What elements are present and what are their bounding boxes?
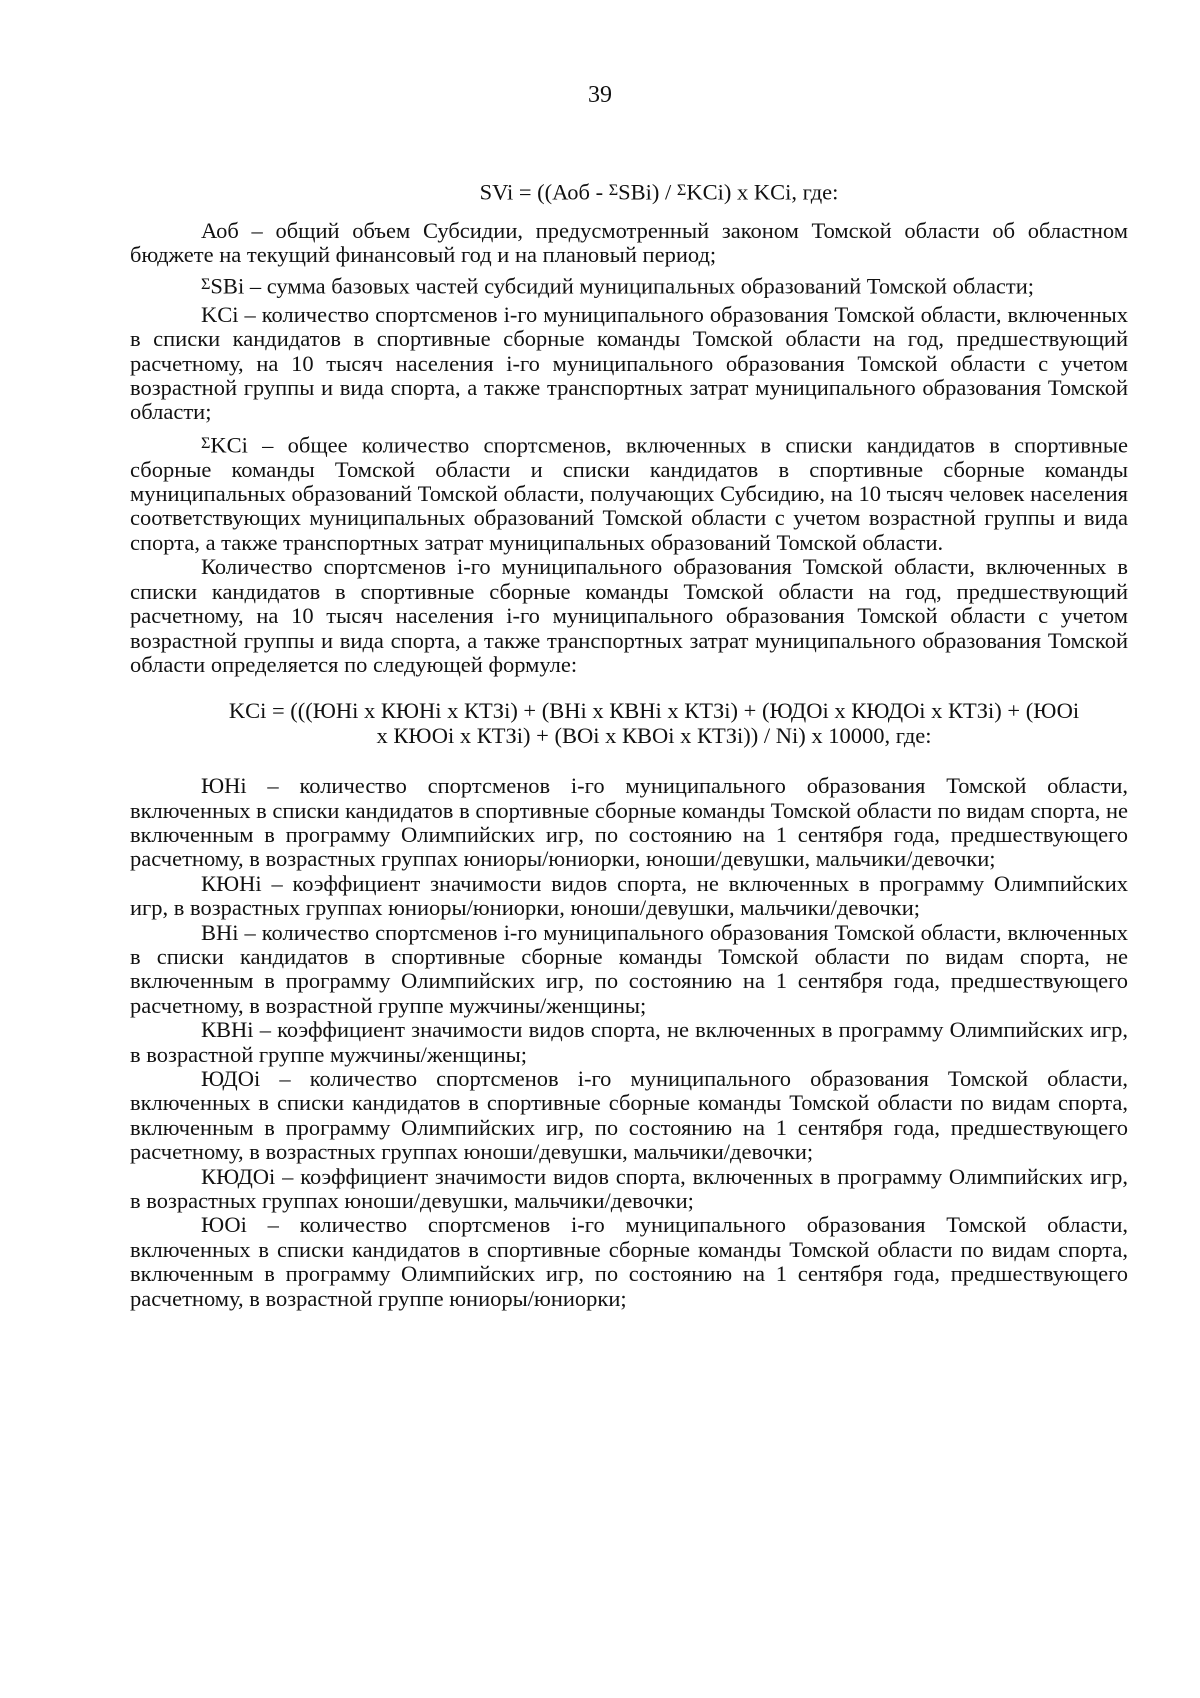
definition-paragraph: ЮОi – количество спортсменов i-го муниципального образования Томской области, включенных в списки кандидатов в спортивные сборные команды Томской области по видам спорта, включенным в программу Олимпийских игр, по состоянию на 1 сентября года, предшествующего расчетному, в возрастной группе юниоры/юниорки; xyxy=(130,1212,1128,1311)
formula-svi-mid: SBi) / xyxy=(618,179,677,205)
formula-kci-line2: x КЮОi x КТЗi) + (ВОi x КВОi x КТЗi)) / Ni) x 10000, где: xyxy=(376,722,932,748)
definition-paragraph: ВНi – количество спортсменов i-го муниципального образования Томской области, включенных в списки кандидатов в спортивные сборные команды Томской области по видам спорта, не включенным в программу Олимпийских игр, по состоянию на 1 сентября года, предшествующего расчетному, в возрастной группе мужчины/женщины; xyxy=(130,919,1128,1018)
document-body xyxy=(130,178,1128,1311)
sum-sign: Σ xyxy=(201,274,211,293)
definition-paragraph: КВНi – коэффициент значимости видов спорта, не включенных в программу Олимпийских игр, в возрастной группе мужчины/женщины; xyxy=(130,1017,1128,1067)
formula-svi-right: KCi) x KCi, где: xyxy=(686,179,839,205)
definition-paragraph: ЮДОi – количество спортсменов i-го муниципального образования Томской области, включенных в списки кандидатов в спортивные сборные команды Томской области по видам спорта, включенным в программу Олимпийских игр, по состоянию на 1 сентября года, предшествующего расчетному, в возрастных группах юноши/девушки, мальчики/девочки; xyxy=(130,1066,1128,1165)
formula-kci xyxy=(130,699,1128,748)
definition-paragraph: KCi – количество спортсменов i-го муниципального образования Томской области, включенных в списки кандидатов в спортивные сборные команды Томской области на год, предшествующий расчетному, на 10 тысяч населения i-го муниципального образования Томской области с учетом возрастной группы и вида спорта, а также транспортных затрат муниципального образования Томской области; xyxy=(130,301,1128,425)
definition-paragraph: Количество спортсменов i-го муниципального образования Томской области, включенных в списки кандидатов в спортивные сборные команды Томской области на год, предшествующий расчетному, на 10 тысяч населения i-го муниципального образования Томской области с учетом возрастной группы и вида спорта, а также транспортных затрат муниципального образования Томской области определяется по следующей формуле: xyxy=(130,554,1128,677)
sum-sign: Σ xyxy=(608,181,619,199)
definition-paragraph: ЮНi – количество спортсменов i-го муниципального образования Томской области, включенных в списки кандидатов в спортивные сборные команды Томской области по видам спорта, не включенным в программу Олимпийских игр, по состоянию на 1 сентября года, предшествующего расчетному, в возрастных группах юниоры/юниорки, юноши/девушки, мальчики/девочки; xyxy=(130,773,1128,872)
formula-svi xyxy=(130,178,1128,205)
sum-sign: Σ xyxy=(201,433,211,452)
formula-kci-line1: KCi = (((ЮНi x КЮНi x КТЗi) + (ВНi x КВНi x КТЗi) + (ЮДОi x КЮДОi x КТЗi) + (ЮОi xyxy=(228,698,1080,724)
definition-paragraph: $^\Sigma$KCi – общее количество спортсменов, включенных в списки кандидатов в спортивные сборные команды Томской области и списки кандидатов в спортивные сборные команды муниципальных образований Томской области, получающих Субсидию, на 10 тысяч человек населения соответствующих муниципальных образований Томской области с учетом возрастной группы и вида спорта, а также транспортных затрат муниципальных образований Томской области. xyxy=(130,432,1128,555)
formula-svi-left: SVi = ((Аоб - xyxy=(479,179,609,205)
page-number: 39 xyxy=(588,82,612,108)
definition-paragraph: КЮДОi – коэффициент значимости видов спорта, включенных в программу Олимпийских игр, в возрастных группах юноши/девушки, мальчики/девочки; xyxy=(130,1163,1128,1214)
definition-paragraph: КЮНi – коэффициент значимости видов спорта, не включенных в программу Олимпийских игр, в возрастных группах юниоры/юниорки, юноши/девушки, мальчики/девочки; xyxy=(130,870,1128,921)
definition-paragraph: Аоб – общий объем Субсидии, предусмотренный законом Томской области об областном бюджете на текущий финансовый год и на плановый период; xyxy=(130,217,1128,268)
sum-sign: Σ xyxy=(676,181,687,199)
definition-paragraph: $^\Sigma$SBi – сумма базовых частей субсидий муниципальных образований Томской области; xyxy=(201,273,1035,299)
